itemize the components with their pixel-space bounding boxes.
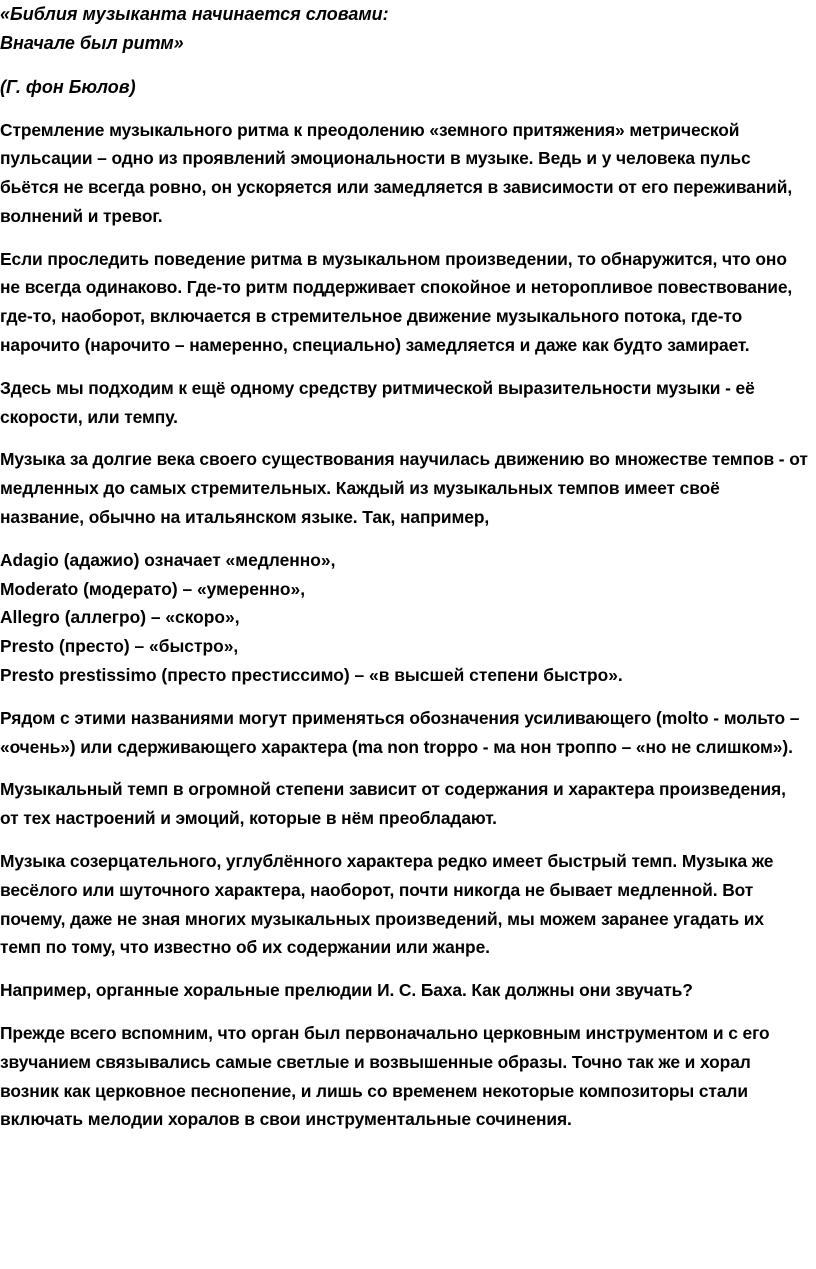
paragraph-organ: Прежде всего вспомним, что орган был первоначально церковным инструментом и с его звучанием связывались самые светлые и возвышенные образы. Точно так же и хорал возник как церковное песнопение, и лишь со временем некоторые композиторы стали включать мелодии хоралов в свои инструментальные сочинения. [0, 1023, 770, 1130]
tempo-item-presto: Presto (престо) – «быстро», [0, 636, 239, 657]
paragraph-bach-question: Например, органные хоральные прелюдии И. С. Баха. Как должны они звучать? [0, 980, 693, 1001]
paragraph-pulse: Стремление музыкального ритма к преодолению «земного притяжения» метрической пульсации – одно из проявлений эмоциональности в музыке. Ведь и у человека пульс бьётся не всегда ровно, он ускоряется или замедляется в зависимости от его переживаний, волнений и тревог. [0, 119, 793, 226]
paragraph-content-dependence: Музыкальный темп в огромной степени зависит от содержания и характера произведения, от тех настроений и эмоций, которые в нём преобладают. [0, 779, 786, 829]
paragraph-rhythm-behavior: Если проследить поведение ритма в музыкальном произведении, то обнаружится, что оно не всегда одинаково. Где-то ритм поддерживает спокойное и неторопливое повествование, где-то, наоборот, включается в стремительное движение музыкального потока, где-то нарочито (нарочито – намеренно, специально) замедляется и даже как будто замирает. [0, 248, 793, 356]
paragraph-character: Музыка созерцательного, углублённого характера редко имеет быстрый темп. Музыка же весёлого или шуточного характера, наоборот, почти никогда не бывает медленной. Вот почему, даже не зная многих музыкальных произведений, мы можем заранее угадать их темп по тому, что известно об их содержании или жанре. [0, 851, 774, 958]
epigraph-author: (Г. фон Бюлов) [0, 77, 136, 97]
epigraph [0, 0, 808, 57]
paragraph-modifiers: Рядом с этими названиями могут применяться обозначения усиливающего (molto - мольто – «очень») или сдерживающего характера (ma non troppo - ма нон троппо – «но не слишком»). [0, 707, 800, 757]
tempo-list [0, 546, 808, 690]
paragraph-tempo-intro: Здесь мы подходим к ещё одному средству ритмической выразительности музыки - её скорости, или темпу. [0, 377, 755, 427]
epigraph-line-2: Вначале был ритм» [0, 32, 184, 53]
paragraph-tempo-names: Музыка за долгие века своего существования научилась движению во множестве темпов - от медленных до самых стремительных. Каждый из музыкальных темпов имеет своё название, обычно на итальянском языке. Так, например, [0, 449, 808, 528]
tempo-item-adagio: Adagio (адажио) означает «медленно», [0, 549, 336, 570]
epigraph-line-1: «Библия музыканта начинается словами: [0, 4, 389, 24]
tempo-item-moderato: Moderato (модерато) – «умеренно», [0, 578, 306, 599]
tempo-item-allegro: Allegro (аллегро) – «скоро», [0, 607, 240, 628]
tempo-item-prestissimo: Presto prestissimo (престо престиссимо) – «в высшей степени быстро». [0, 665, 623, 686]
